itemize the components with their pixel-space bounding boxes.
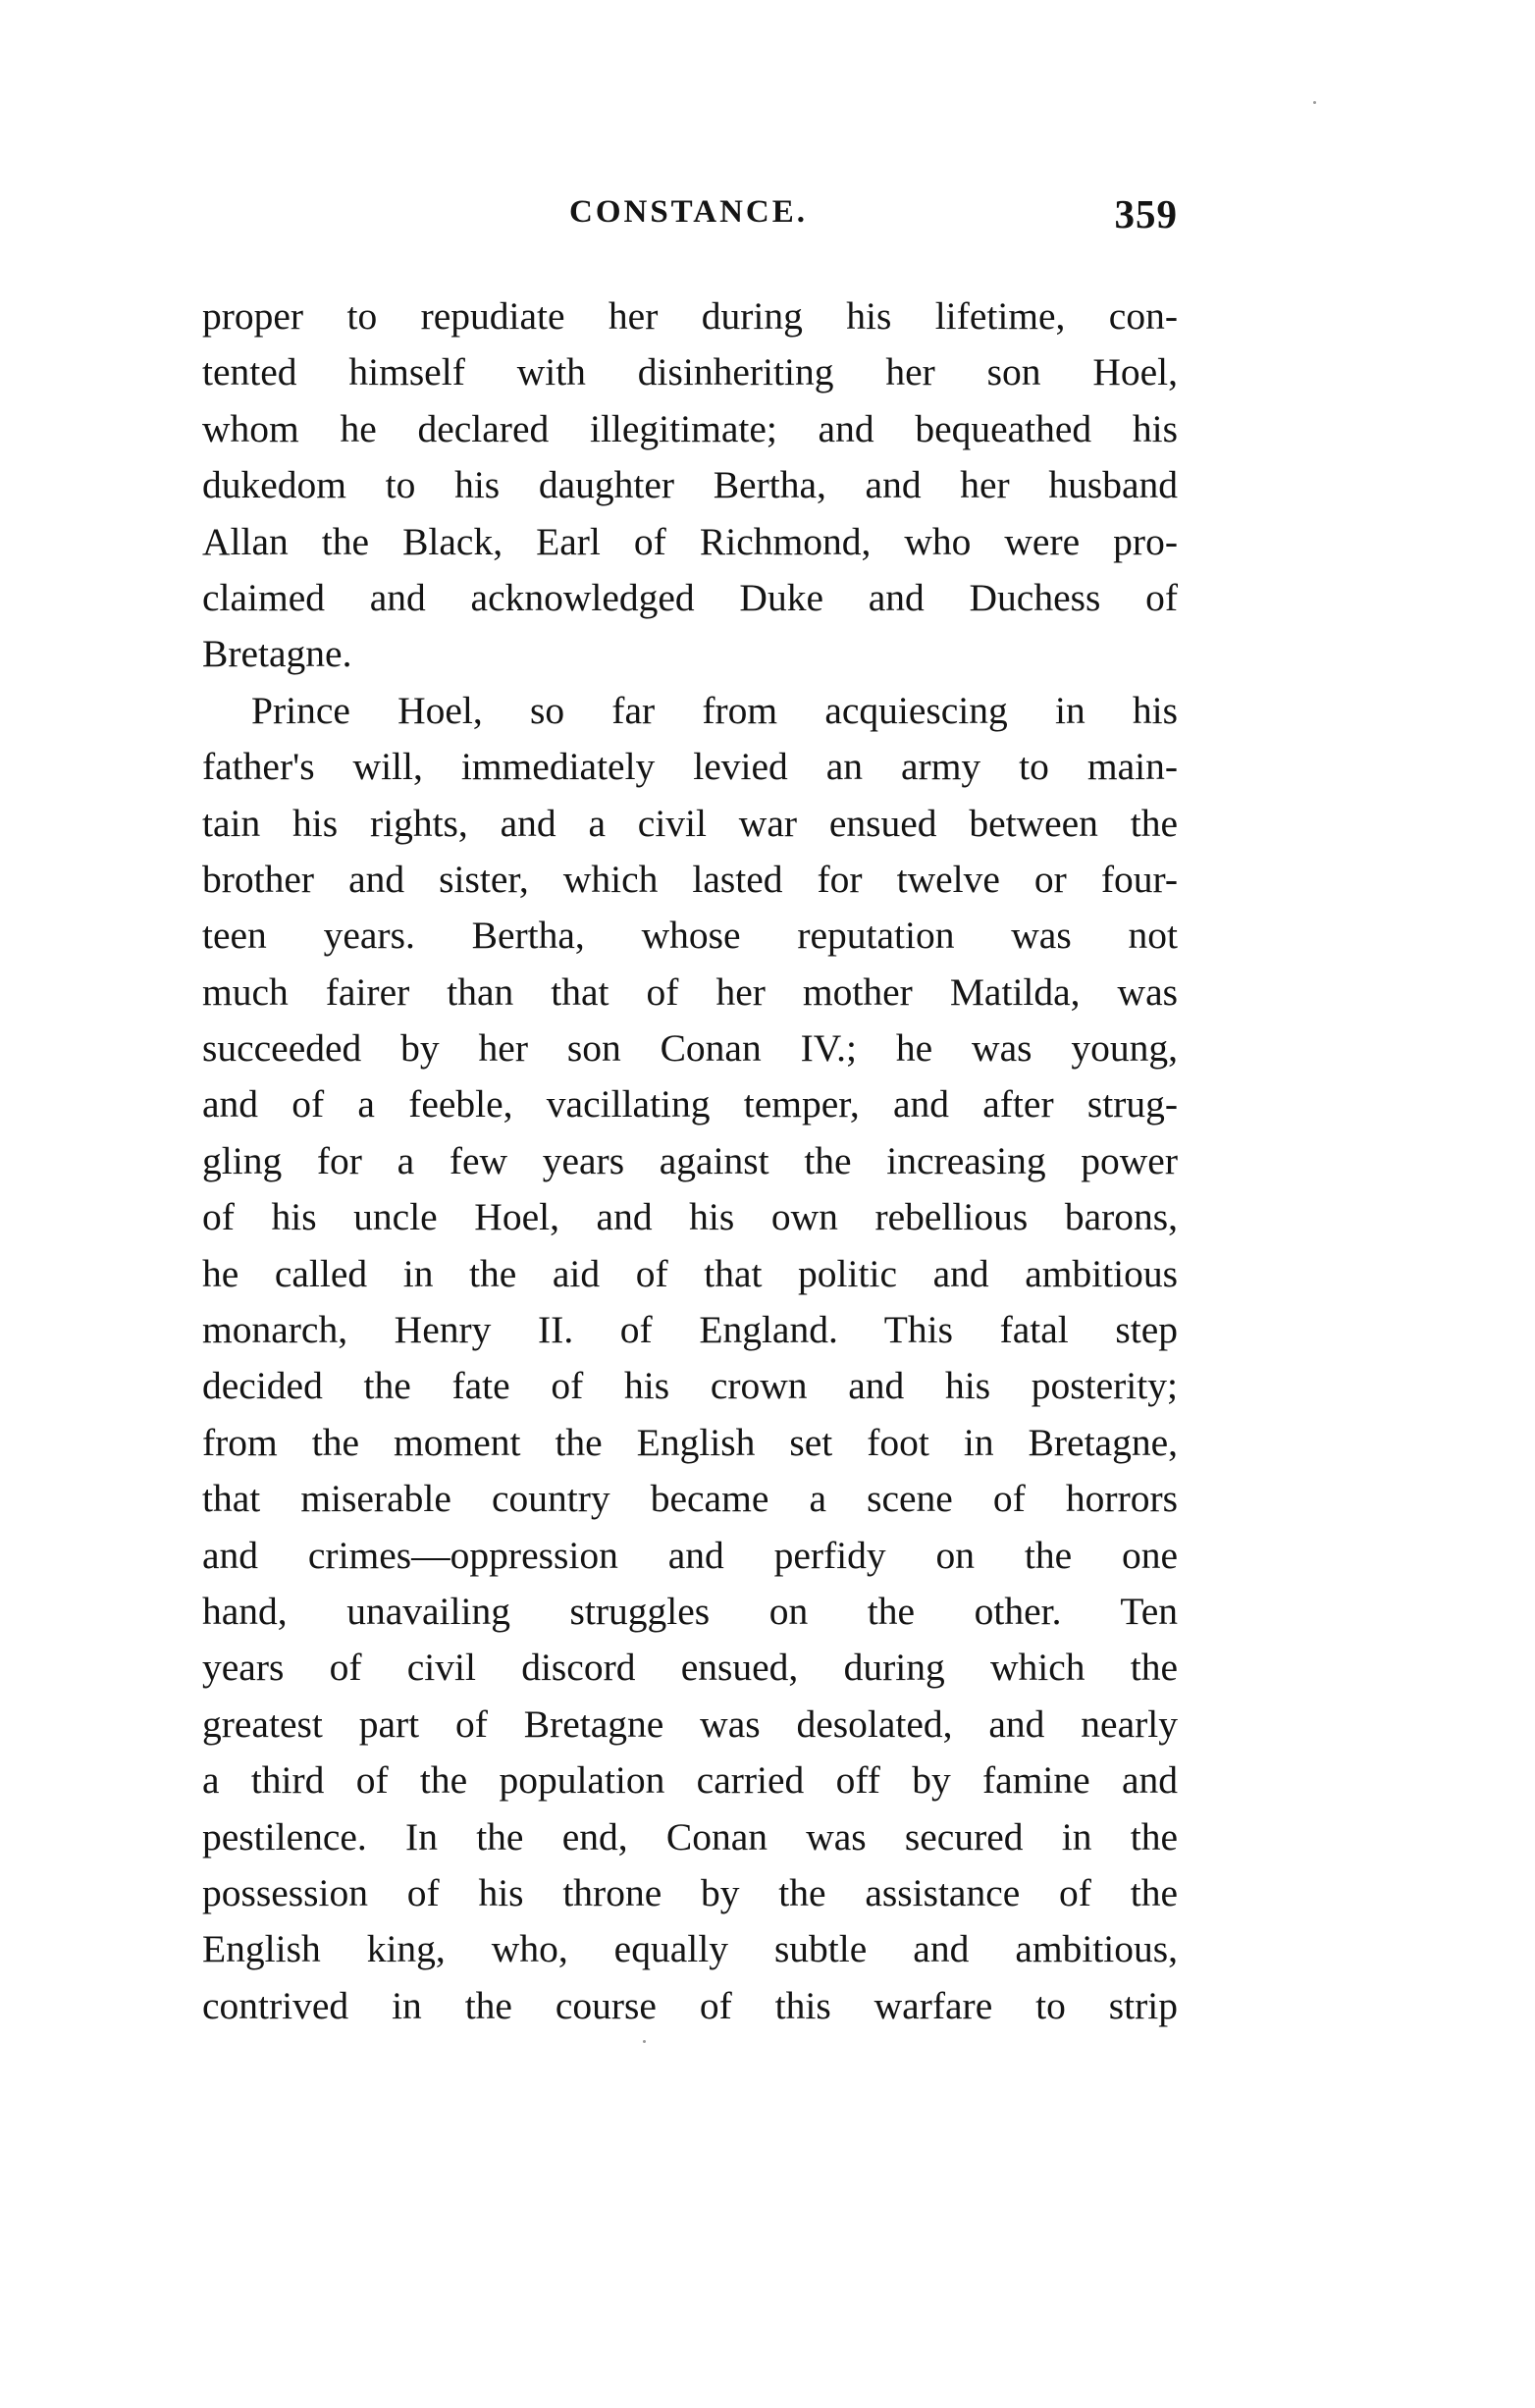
text-line: whom he declared illegitimate; and bequeathed his bbox=[202, 406, 1178, 450]
text-line: tented himself with disinheriting her son Hoel, bbox=[202, 350, 1178, 394]
page-number: 359 bbox=[1114, 191, 1178, 236]
text-line: hand, unavailing struggles on the other. Ten bbox=[202, 1589, 1178, 1633]
text-line: greatest part of Bretagne was desolated, and nearly bbox=[202, 1701, 1178, 1746]
text-line: Allan the Black, Earl of Richmond, who were pro- bbox=[202, 519, 1178, 563]
paper-speck bbox=[1313, 101, 1316, 104]
text-line: English king, who, equally subtle and ambitious, bbox=[202, 1927, 1178, 1971]
text-line: teen years. Bertha, whose reputation was not bbox=[202, 914, 1178, 958]
text-line: gling for a few years against the increasing power bbox=[202, 1138, 1178, 1182]
text-line: claimed and acknowledged Duke and Duchess of bbox=[202, 575, 1178, 619]
text-line: father's will, immediately levied an army to main- bbox=[202, 745, 1178, 789]
text-line: Bretagne. bbox=[202, 632, 352, 676]
text-line: decided the fate of his crown and his posterity; bbox=[202, 1364, 1178, 1408]
text-line: he called in the aid of that politic and ambitious bbox=[202, 1251, 1178, 1295]
text-line: brother and sister, which lasted for twelve or four- bbox=[202, 857, 1178, 901]
running-title: CONSTANCE. bbox=[569, 194, 809, 230]
text-line: dukedom to his daughter Bertha, and her husband bbox=[202, 463, 1178, 507]
text-line: pestilence. In the end, Conan was secured in the bbox=[202, 1814, 1178, 1858]
text-line: tain his rights, and a civil war ensued between the bbox=[202, 801, 1178, 845]
paper-speck bbox=[643, 2040, 646, 2043]
text-line: contrived in the course of this warfare to strip bbox=[202, 1983, 1178, 2027]
text-line: a third of the population carried off by famine and bbox=[202, 1758, 1178, 1803]
body-text bbox=[202, 288, 1178, 2034]
text-line: succeeded by her son Conan IV.; he was young, bbox=[202, 1026, 1178, 1071]
text-line: that miserable country became a scene of horrors bbox=[202, 1477, 1178, 1521]
text-line: Prince Hoel, so far from acquiescing in his bbox=[251, 688, 1178, 732]
text-line: much fairer than that of her mother Matilda, was bbox=[202, 969, 1178, 1014]
text-line: and of a feeble, vacillating temper, and after strug- bbox=[202, 1082, 1178, 1126]
running-head bbox=[196, 191, 1178, 253]
text-line: of his uncle Hoel, and his own rebellious barons, bbox=[202, 1195, 1178, 1239]
text-line: from the moment the English set foot in Bretagne, bbox=[202, 1420, 1178, 1464]
text-line: and crimes—oppression and perfidy on the one bbox=[202, 1533, 1178, 1577]
text-line: years of civil discord ensued, during which the bbox=[202, 1646, 1178, 1690]
text-line: monarch, Henry II. of England. This fatal step bbox=[202, 1308, 1178, 1352]
text-line: proper to repudiate her during his lifetime, con- bbox=[202, 294, 1178, 338]
text-line: possession of his throne by the assistance of the bbox=[202, 1870, 1178, 1914]
